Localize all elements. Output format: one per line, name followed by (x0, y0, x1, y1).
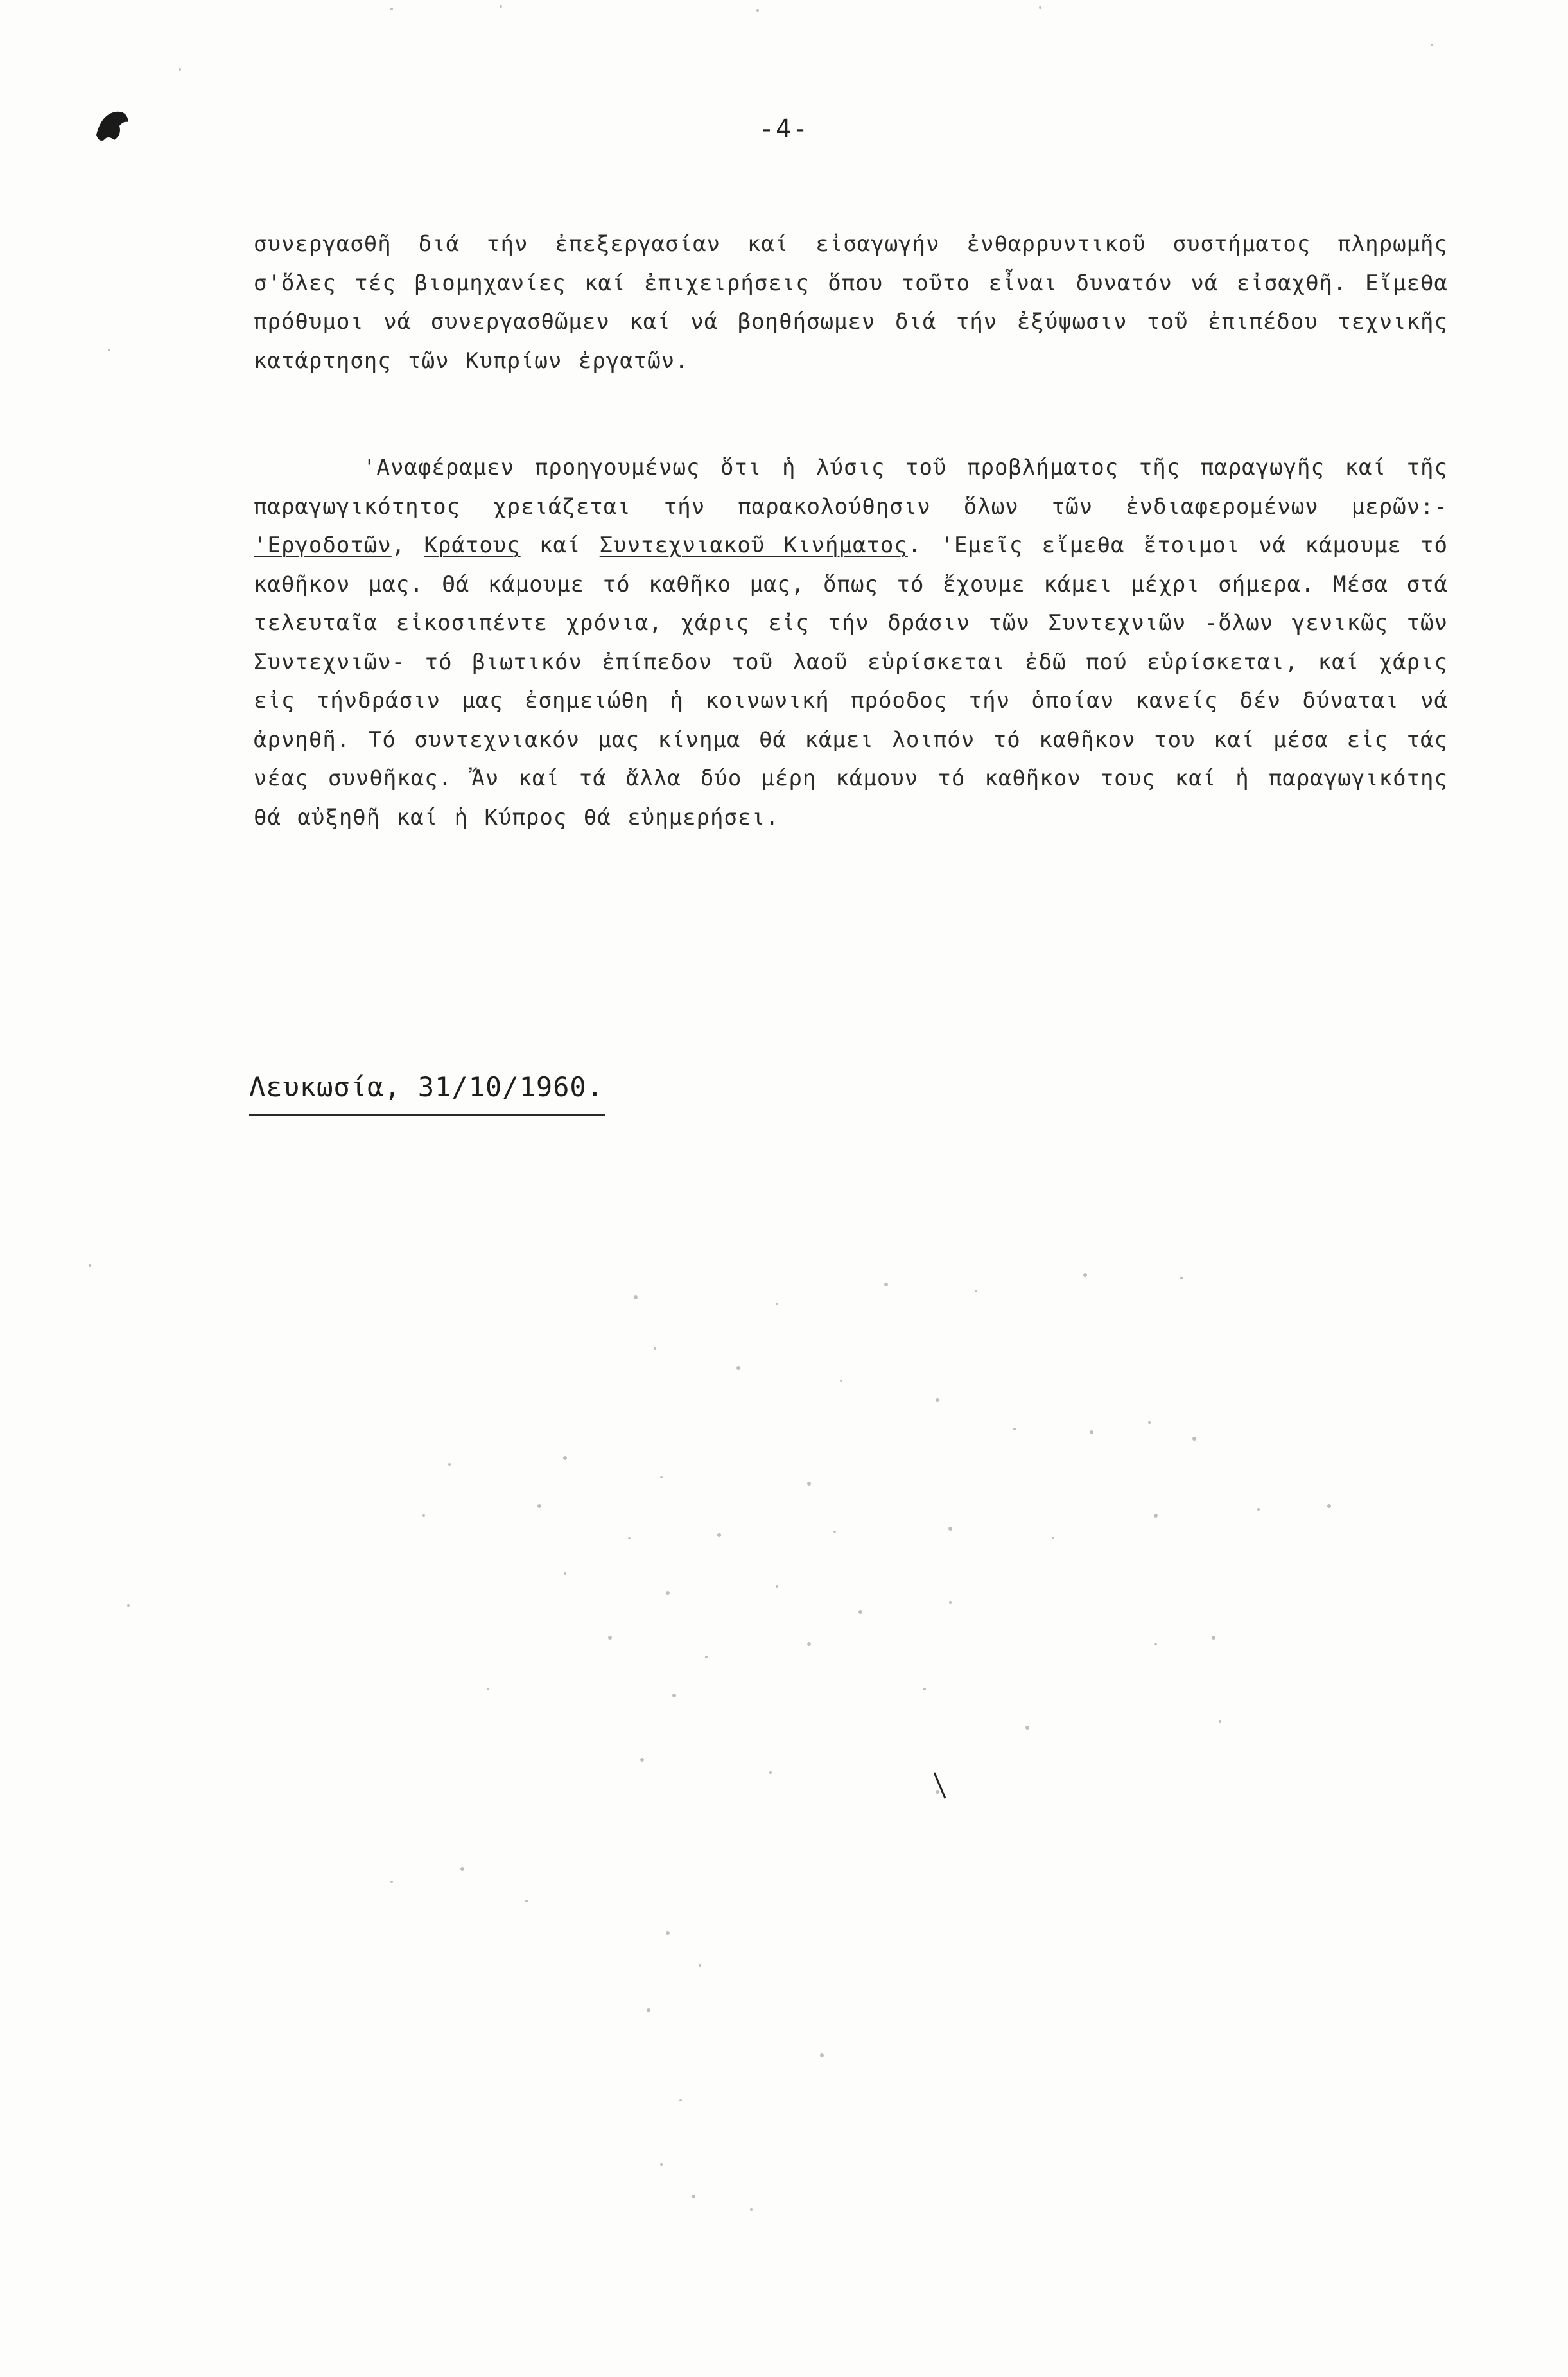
body-paragraph-2 (254, 448, 1448, 837)
body-paragraph-1: συνεργασθῆ διά τήν ἐπεξεργασίαν καί εἰσαγωγήν ἐνθαρρυντικοῦ συστήματος πληρωμῆς σ'ὅλες τές βιομηχανίες καί ἐπιχειρήσεις ὅπου τοῦτο εἶναι δυνατόν νά εἰσαχθῆ. Εἴμεθα πρόθυμοι νά συνεργασθῶμεν καί νά βοηθήσωμεν διά τήν ἐξύψωσιν τοῦ ἐπιπέδου τεχνικῆς κατάρτησης τῶν Κυπρίων ἐργατῶν. (254, 231, 1448, 374)
page-number: -4- (758, 114, 810, 144)
paragraph-2-separator: , (391, 532, 424, 558)
employers-underlined: 'Εργοδοτῶν (254, 532, 392, 558)
signature-underline (249, 1114, 605, 1116)
place-and-date: Λευκωσία, 31/10/1960. (249, 1071, 604, 1103)
paragraph-2-text-end: . 'Εμεῖς εἴμεθα ἕτοιμοι νά κάμουμε τό καθῆκον μας. Θά κάμουμε τό καθῆκο μας, ὅπως τό ἔχουμε κάμει μέχρι σήμερα. Μέσα στά τελευταῖα εἰκοσιπέντε χρόνια, χάρις εἰς τήν δράσιν τῶν Συντεχνιῶν -ὅλων γενικῶς τῶν Συντεχνιῶν- τό βιωτικόν ἐπίπεδον τοῦ λαοῦ εὑρίσκεται ἐδῶ πού εὑρίσκεται, καί χάρις εἰς τήνδράσιν μας ἐσημειώθη ἡ κοινωνική πρόοδος τήν ὁποίαν κανείς δέν δύναται νά ἀρνηθῆ. Τό συντεχνιακόν μας κίνημα θά κάμει λοιπόν τό καθῆκον του καί μέσα εἰς τάς νέας συνθῆκας. Ἄν καί τά ἄλλα δύο μέρη κάμουν τό καθῆκον τους καί ἡ παραγωγικότης θά αὐξηθῆ καί ἡ Κύπρος θά εὐημερήσει. (254, 532, 1448, 830)
state-underlined: Κράτους (424, 532, 521, 558)
paragraph-2-conjunction: καί (520, 532, 600, 558)
paragraph-2-text-start: 'Αναφέραμεν προηγουμένως ὅτι ἡ λύσις τοῦ προβλήματος τῆς παραγωγῆς καί τῆς παραγωγικότητος χρειάζεται τήν παρακολούθησιν ὅλων τῶν ἐνδιαφερομένων μερῶν:- (254, 455, 1448, 520)
union-movement-underlined: Συντεχνιακοῦ Κινήματος (599, 532, 908, 558)
